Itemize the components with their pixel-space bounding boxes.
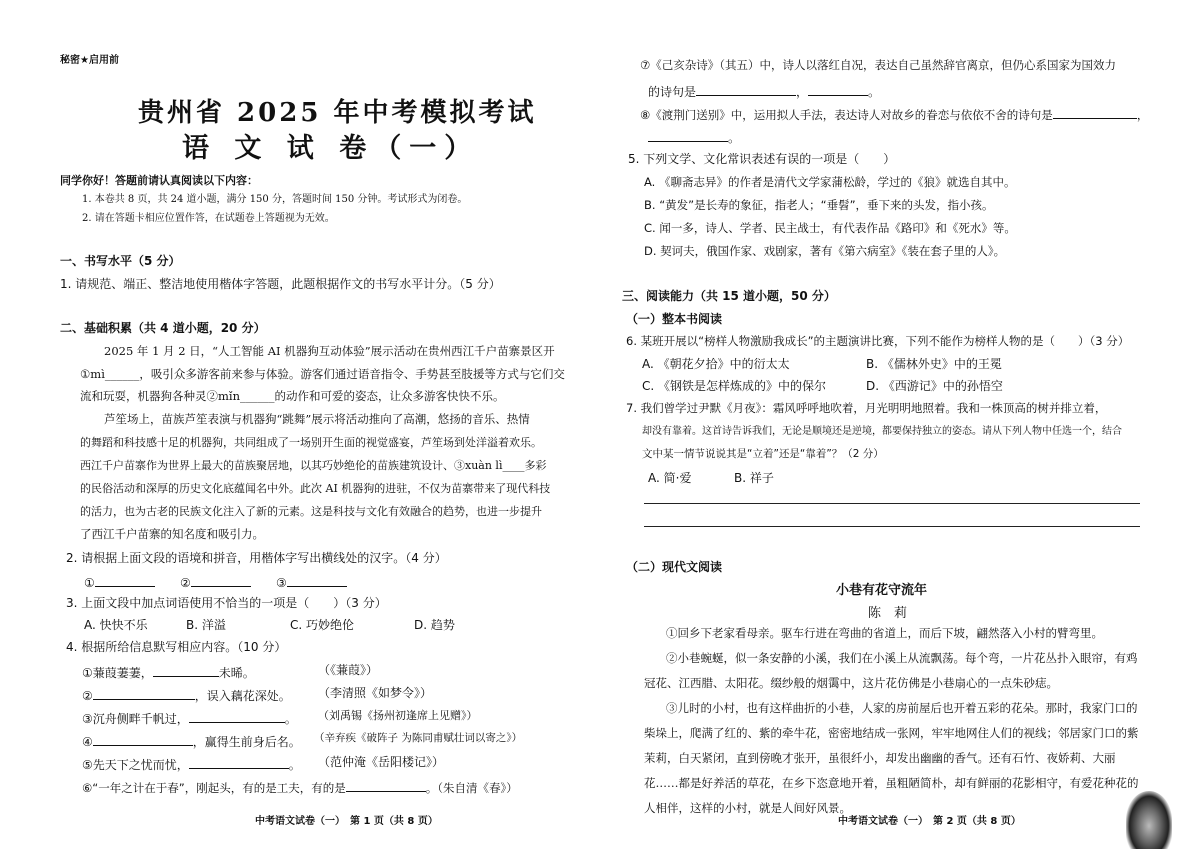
q6-option[interactable]: A. 《朝花夕拾》中的衍太太 — [642, 357, 790, 371]
q2-answer-blank[interactable]: ② — [180, 574, 251, 589]
exam-title: 贵州省 2025 年中考模拟考试 — [138, 98, 537, 128]
article-title: 小巷有花守流年 — [836, 583, 928, 598]
q5-option[interactable]: C. 闻一多，诗人、学者、民主战士，有代表作品《路印》和《死水》等。 — [644, 221, 1016, 235]
section-1-title: 一、书写水平（5 分） — [60, 254, 181, 268]
passage-line: 的民俗活动和深厚的历史文化底蕴闻名中外。此次 AI 机器狗的进驻，不仅为苗寨带来了现代科技 — [80, 482, 551, 495]
q3-option[interactable]: C. 巧妙绝伦 — [290, 618, 355, 632]
question-7-line-2: 却没有靠着。这首诗告诉我们，无论是顺境还是逆境，都要保持独立的姿态。请从下列人物中任选一个，结合 — [642, 426, 1122, 437]
question-7: 7. 我们曾学过尹默《月夜》：霜风呼呼地吹着，月光明明地照着。我和一株顶高的树并排立着， — [626, 401, 1107, 415]
q4-item-7-answer[interactable]: 的诗句是 ， 。 — [648, 85, 881, 99]
q4-source: （范仲淹《岳阳楼记》） — [318, 755, 445, 769]
corner-shadow — [1126, 791, 1172, 849]
subsection-2: （二）现代文阅读 — [626, 560, 723, 574]
article-author: 陈 莉 — [868, 606, 908, 621]
q4-source: （刘禹锡《扬州初逢席上见赠》） — [318, 709, 478, 722]
q5-option[interactable]: B. “黄发”是长寿的象征，指老人；“垂髫”，垂下来的头发，指小孩。 — [644, 198, 994, 212]
q7-option[interactable]: A. 简·爱 — [648, 471, 692, 485]
passage-line: 芦笙场上，苗族芦笙表演与机器狗“跳舞”展示将活动推向了高潮，悠扬的音乐、热情 — [104, 412, 530, 426]
exam-subtitle: 语 文 试 卷（一） — [182, 133, 480, 164]
q6-option[interactable]: D. 《西游记》中的孙悟空 — [866, 379, 1003, 393]
q4-item[interactable]: ⑤先天下之忧而忧， 。 — [82, 758, 301, 772]
rule-1: 1. 本卷共 8 页，共 24 道小题，满分 150 分，答题时间 150 分钟。考试形式为闭卷。 — [82, 194, 468, 205]
page-footer: 中考语文试卷（一） 第 2 页（共 8 页） — [838, 816, 1021, 827]
q6-option[interactable]: C. 《钢铁是怎样炼成的》中的保尔 — [642, 379, 827, 393]
passage-line: 2025 年 1 月 2 日，“人工智能 AI 机器狗互动体验”展示活动在贵州西江千户苗寨景区开 — [104, 344, 555, 358]
passage-line: 流和玩耍，机器狗各种灵②mǐn______的动作和可爱的姿态，让众多游客快快不乐。 — [80, 389, 505, 403]
article-paragraph: ①回乡下老家看母亲。驱车行进在弯曲的省道上，而后下坡，翩然落入小村的臂弯里。 — [666, 626, 1103, 640]
q4-item[interactable]: ④ ，赢得生前身后名。 — [82, 735, 301, 749]
q7-option[interactable]: B. 祥子 — [734, 471, 774, 485]
q4-item[interactable]: ③沉舟侧畔千帆过， 。 — [82, 712, 297, 726]
q2-answer-blank[interactable]: ① — [84, 574, 155, 589]
passage-line: 的活力，也为古老的民族文化注入了新的元素。这是科技与文化有效融合的趋势，也进一步提升 — [80, 505, 542, 518]
passage-line: 西江千户苗寨作为世界上最大的苗族聚居地，以其巧妙绝伦的苗族建筑设计、③xuàn lì____多彩 — [80, 459, 547, 472]
q4-item-7: ⑦《己亥杂诗》（其五）中，诗人以落红自况，表达自己虽然辞官离京，但仍心系国家为国效力 — [640, 58, 1117, 72]
q4-source: （辛弃疾《破阵子 为陈同甫赋壮词以寄之》） — [314, 732, 523, 744]
q3-option[interactable]: B. 洋溢 — [186, 618, 226, 632]
question-4: 4. 根据所给信息默写相应内容。（10 分） — [66, 640, 287, 654]
answer-line[interactable] — [644, 526, 1140, 527]
answer-line[interactable] — [644, 503, 1140, 504]
section-2-title: 二、基础积累（共 4 道小题，20 分） — [60, 321, 266, 335]
q4-item[interactable]: ⑥“一年之计在于春”，刚起头，有的是工夫，有的是 。（朱自清《春》） — [82, 781, 518, 795]
q3-option[interactable]: A. 快快不乐 — [84, 618, 148, 632]
passage-line: 了西江千户苗寨的知名度和吸引力。 — [80, 527, 264, 541]
page-footer: 中考语文试卷（一） 第 1 页（共 8 页） — [255, 816, 438, 827]
passage-line: ①mì______，吸引众多游客前来参与体验。游客们通过语音指令、手势甚至肢援等方式与它们交 — [80, 367, 565, 381]
q4-source: （李清照《如梦令》） — [318, 686, 433, 700]
article-paragraph: ③儿时的小村，也有这样曲折的小巷，人家的房前屋后也开着五彩的花朵。那时，我家门口的柴垛上，爬满了红的、紫的牵牛花，密密地结成一张网，牢牢地网住人们的视线；邻居家门口的紫茉莉，白天紧闭，直到傍晚才张开，虽很纤小，却发出幽幽的香气。还有石竹、夜娇莉、大丽花……都是好养活的草花，在乡下恣意地开着，虽粗陋简朴，却有鲜丽的花影相守，有爱花种花的人相伴，这样的小村，就是人间好风景。 — [644, 701, 1139, 815]
section-3-title: 三、阅读能力（共 15 道小题，50 分） — [622, 289, 836, 303]
article-paragraph: ②小巷蜿蜒，似一条安静的小溪，我们在小溪上从流飘荡。每个弯，一片花丛扑入眼帘，有鸡冠花、江西腊、太阳花。缀纱般的烟霭中，这片花仿佛是小巷扇心的一点朱砂痣。 — [644, 651, 1138, 690]
q3-option[interactable]: D. 趋势 — [414, 618, 455, 632]
secret-label: 秘密★启用前 — [60, 55, 119, 66]
question-6: 6. 某班开展以“榜样人物激励我成长”的主题演讲比赛，下列不能作为榜样人物的是（ ）（3 分） — [626, 334, 1130, 348]
q4-item-8[interactable]: ⑧《渡荆门送别》中，运用拟人手法，表达诗人对故乡的眷恋与依依不舍的诗句是 ， — [640, 108, 1149, 122]
question-3: 3. 上面文段中加点词语使用不恰当的一项是（ ）（3 分） — [66, 596, 387, 610]
rule-2: 2. 请在答题卡相应位置作答，在试题卷上答题视为无效。 — [82, 213, 335, 224]
question-2: 2. 请根据上面文段的语境和拼音，用楷体字写出横线处的汉字。（4 分） — [66, 551, 447, 565]
passage-line: 的舞蹈和科技感十足的机器狗，共同组成了一场别开生面的视觉盛宴，芦笙场到处洋溢着欢乐。 — [80, 436, 542, 449]
subsection-1: （一）整本书阅读 — [626, 312, 723, 326]
q4-item[interactable]: ①蒹葭萋萋， 未晞。 — [82, 666, 255, 680]
q4-item[interactable]: ② ，误入藕花深处。 — [82, 689, 291, 703]
q4-item-8-answer[interactable]: 。 — [648, 129, 740, 144]
q5-option[interactable]: D. 契诃夫，俄国作家、戏剧家，著有《第六病室》《装在套子里的人》。 — [644, 244, 1006, 258]
page-2 — [600, 0, 1200, 849]
q5-option[interactable]: A. 《聊斋志异》的作者是清代文学家蒲松龄，学过的《狼》就选自其中。 — [644, 175, 1016, 189]
question-5: 5. 下列文学、文化常识表述有误的一项是（ ） — [628, 152, 896, 166]
notice: 同学你好！答题前请认真阅读以下内容： — [60, 174, 258, 187]
q4-source: （《蒹葭》） — [318, 663, 379, 677]
question-1: 1. 请规范、端正、整洁地使用楷体字答题，此题根据作文的书写水平计分。（5 分） — [60, 277, 501, 291]
question-7-line-3: 文中某一情节说说其是“立着”还是“靠着”？（2 分） — [642, 448, 884, 460]
q2-answer-blank[interactable]: ③ — [276, 574, 347, 589]
q6-option[interactable]: B. 《儒林外史》中的王冕 — [866, 357, 1002, 371]
